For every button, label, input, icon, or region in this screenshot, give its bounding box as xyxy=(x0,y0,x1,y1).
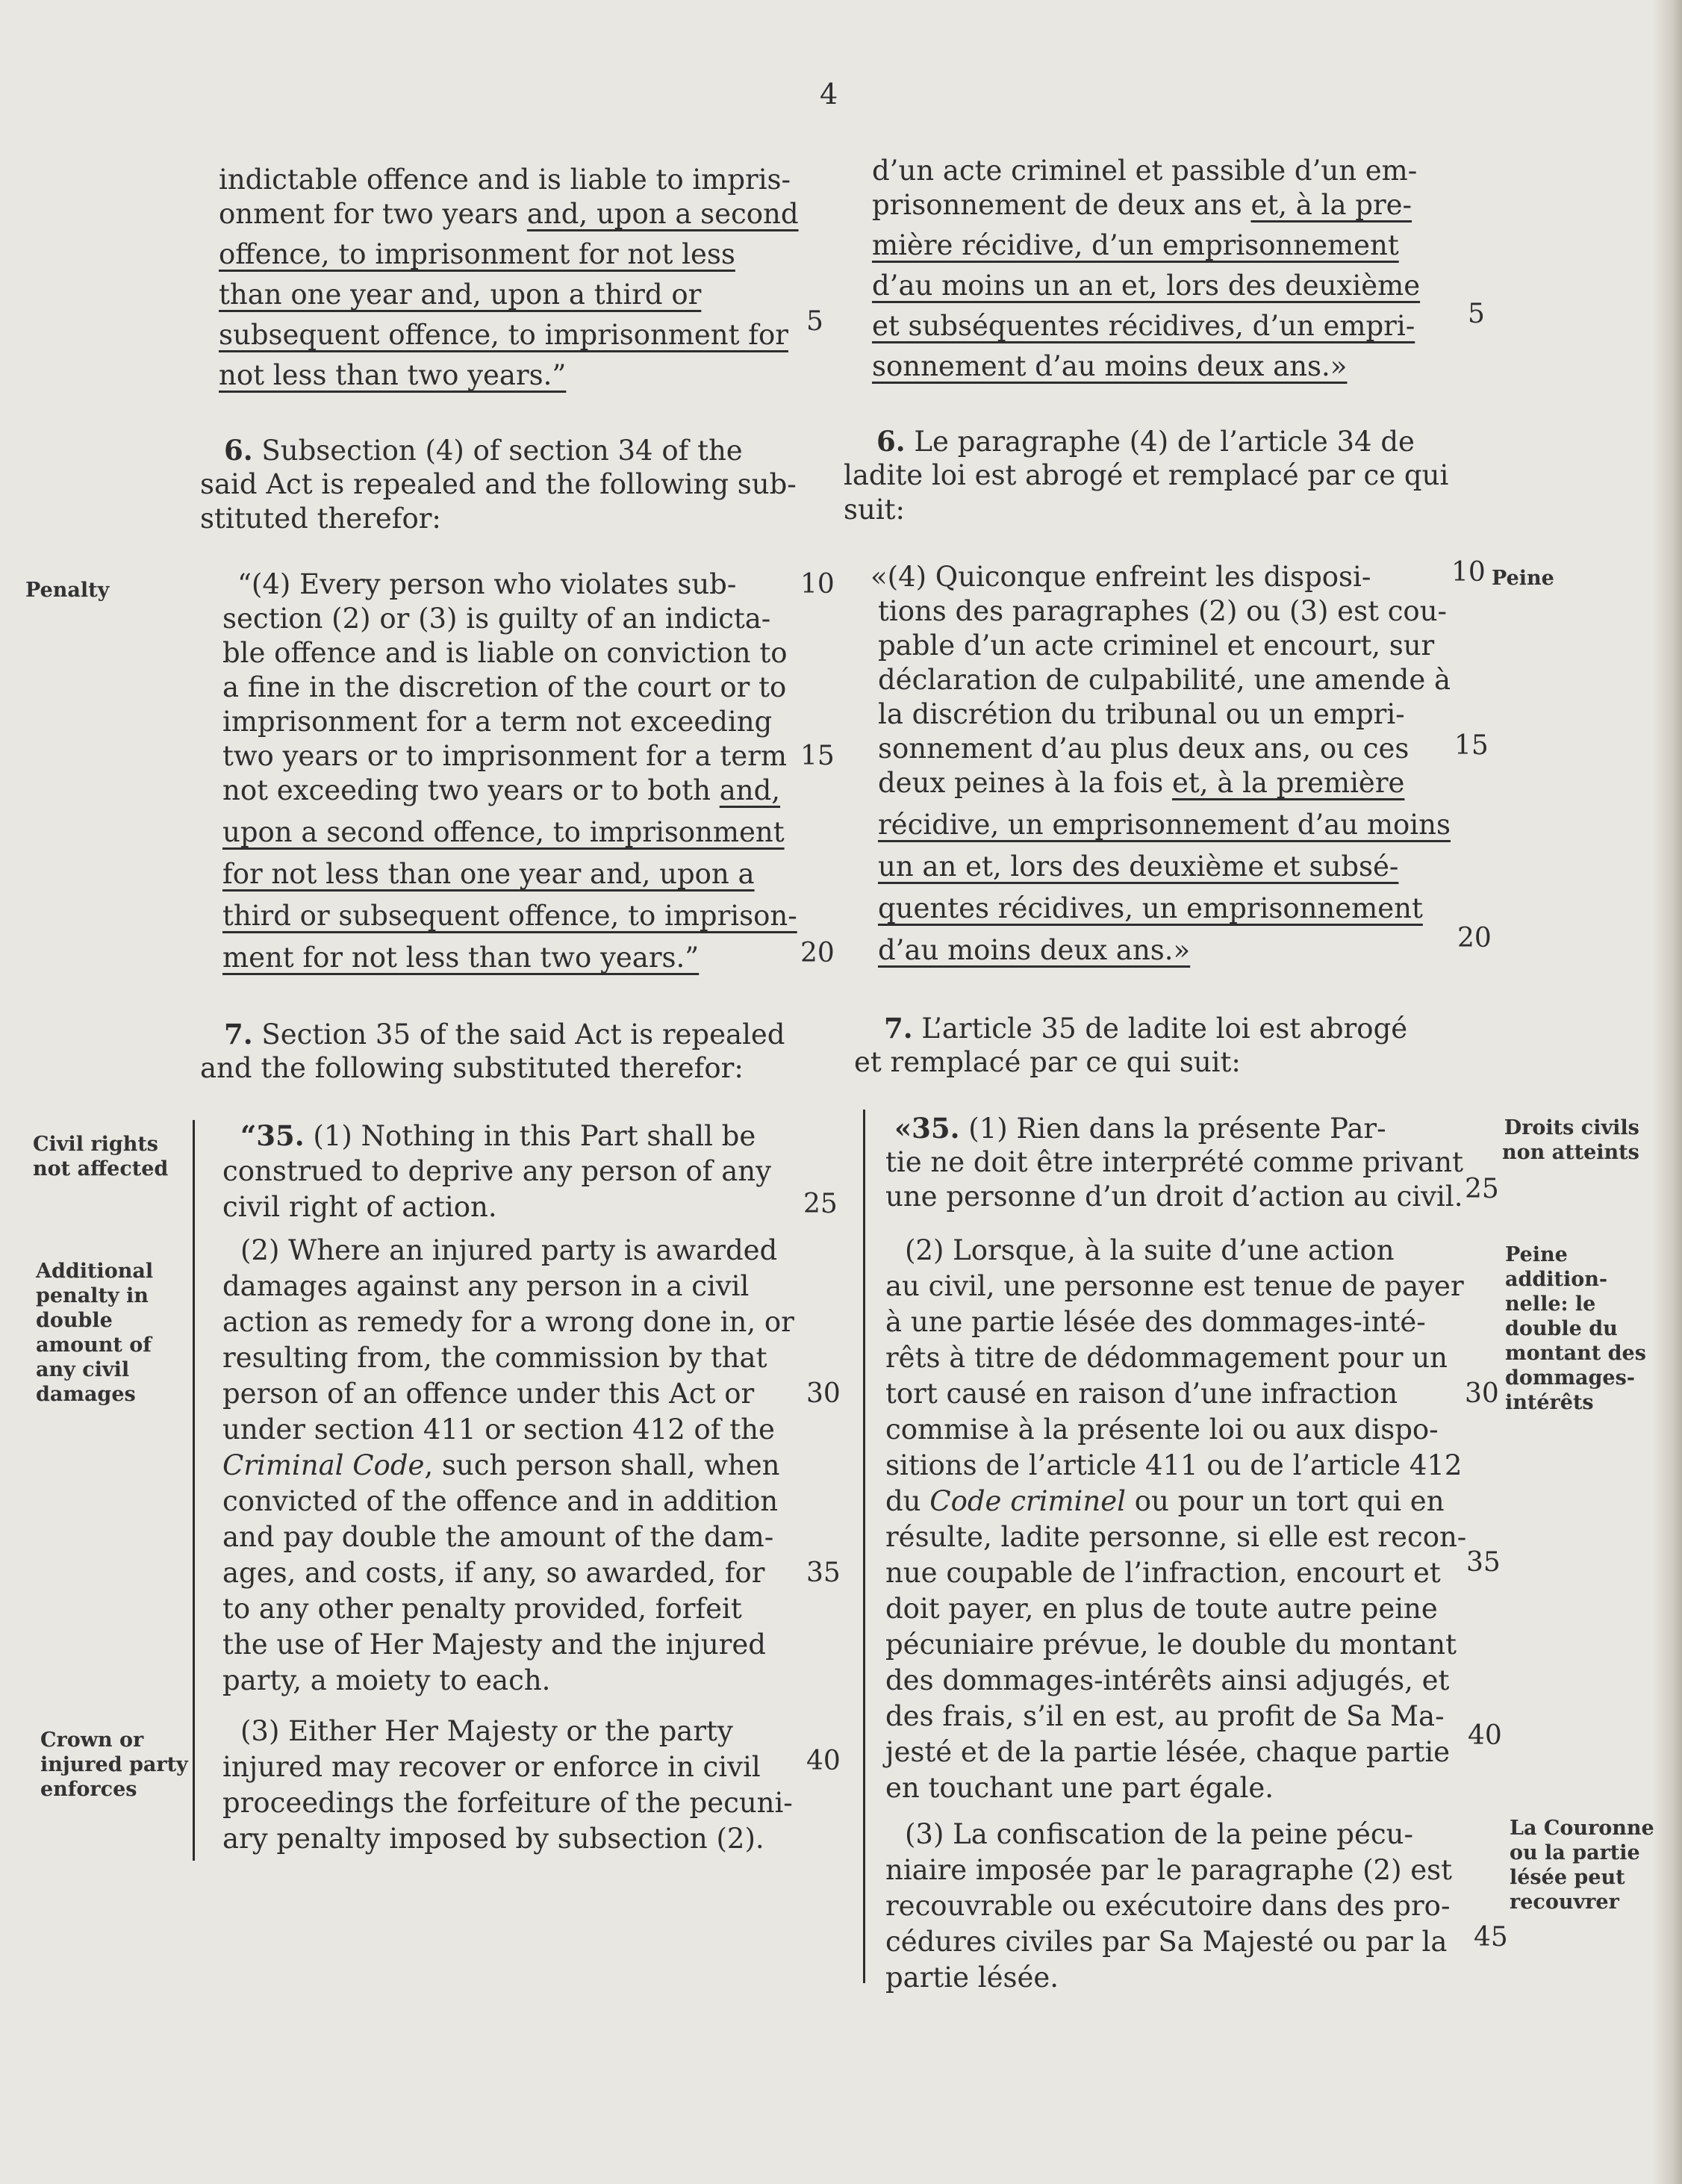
fr-text-line: du Code criminel ou pour un tort qui en xyxy=(885,1485,1445,1517)
en-text-line: indictable offence and is liable to impris- xyxy=(219,164,791,196)
line-number: 10 xyxy=(1451,557,1486,588)
en-amendment-text: third or subsequent offence, to imprison- xyxy=(222,900,797,932)
fr-text-line: des frais, s’il en est, au profit de Sa Ma- xyxy=(885,1700,1445,1732)
fr-section-6-heading: 6. Le paragraphe (4) de l’article 34 de xyxy=(876,425,1415,458)
en-text-line: onment for two years and, upon a second xyxy=(219,198,799,230)
fr-text-line: déclaration de culpabilité, une amende à xyxy=(878,664,1451,696)
line-number: 25 xyxy=(1465,1174,1499,1204)
en-text-line: two years or to imprisonment for a term xyxy=(222,740,787,772)
en-text-line: (3) Either Her Majesty or the party xyxy=(240,1715,733,1747)
en-text-line: party, a moiety to each. xyxy=(222,1664,551,1696)
fr-amendment-text: sonnement d’au moins deux ans.» xyxy=(872,350,1348,382)
en-text-line: not exceeding two years or to both and, xyxy=(222,774,781,806)
line-number: 30 xyxy=(806,1378,841,1409)
en-amendment-text: and, xyxy=(719,774,781,806)
margin-note-peine: Peine xyxy=(1492,567,1554,590)
fr-text-line: d’un acte criminel et passible d’un em- xyxy=(872,155,1418,187)
en-text-line: civil right of action. xyxy=(222,1191,497,1223)
en-amendment-text: not less than two years.” xyxy=(219,359,567,391)
en-section-7-heading: 7. Section 35 of the said Act is repealed xyxy=(224,1018,785,1051)
fr-text-line: pable d’un acte criminel et encourt, sur xyxy=(878,629,1435,662)
page-edge-shadow xyxy=(1652,0,1682,2184)
en-text-line: under section 411 or section 412 of the xyxy=(222,1413,775,1446)
fr-amendment-text: d’au moins deux ans.» xyxy=(878,934,1191,966)
line-number: 15 xyxy=(1454,730,1489,761)
fr-text-line: sonnement d’au plus deux ans, ou ces xyxy=(878,732,1410,765)
fr-text-line: recouvrable ou exécutoire dans des pro- xyxy=(885,1890,1451,1922)
en-section-rule xyxy=(193,1120,195,1861)
en-text-line: ages, and costs, if any, so awarded, for xyxy=(222,1557,765,1589)
fr-text-line: rêts à titre de dédommagement pour un xyxy=(885,1342,1448,1374)
fr-text-line: résulte, ladite personne, si elle est recon- xyxy=(885,1521,1467,1553)
fr-amendment-text: et, à la pre- xyxy=(1250,189,1412,221)
fr-text-line: ladite loi est abrogé et remplacé par ce qui xyxy=(844,459,1449,491)
fr-text-line: partie lésée. xyxy=(885,1961,1059,1994)
line-number: 40 xyxy=(806,1746,841,1776)
line-number: 45 xyxy=(1474,1922,1508,1953)
fr-text-line: des dommages-intérêts ainsi adjugés, et xyxy=(885,1664,1450,1696)
en-amendment-text: and, upon a second xyxy=(526,198,799,230)
margin-note-additional-penalty: Additional penalty in double amount of any civil damages xyxy=(36,1260,154,1406)
en-text-line: and the following substituted therefor: xyxy=(200,1052,744,1084)
line-number: 15 xyxy=(800,741,835,771)
line-number: 5 xyxy=(806,306,823,337)
en-text-line: and pay double the amount of the dam- xyxy=(222,1521,774,1553)
en-text-line: resulting from, the commission by that xyxy=(222,1342,767,1374)
en-text-line: section (2) or (3) is guilty of an indicta- xyxy=(222,603,771,635)
fr-text-line: niaire imposée par le paragraphe (2) est xyxy=(885,1854,1453,1886)
fr-text-line: (2) Lorsque, à la suite d’une action xyxy=(905,1234,1395,1266)
en-text-line: injured may recover or enforce in civil xyxy=(222,1751,761,1783)
fr-text-line: en touchant une part égale. xyxy=(885,1772,1274,1804)
en-text-line: convicted of the offence and in addition xyxy=(222,1485,779,1517)
en-text-line: a fine in the discretion of the court or to xyxy=(222,671,787,703)
line-number: 30 xyxy=(1465,1378,1499,1409)
line-number: 20 xyxy=(800,938,835,968)
en-text-line: action as remedy for a wrong done in, or xyxy=(222,1306,794,1338)
en-text-line: (2) Where an injured party is awarded xyxy=(240,1234,778,1266)
line-number: 25 xyxy=(803,1189,838,1219)
en-text-line: imprisonment for a term not exceeding xyxy=(222,706,773,738)
fr-text-line: au civil, une personne est tenue de payer xyxy=(885,1270,1464,1302)
en-text-line: ary penalty imposed by subsection (2). xyxy=(222,1823,764,1855)
fr-amendment-text: et, à la première xyxy=(1171,767,1405,799)
en-text-line: stituted therefor: xyxy=(200,503,441,535)
fr-text-line: nue coupable de l’infraction, encourt et xyxy=(885,1557,1441,1589)
fr-text-line: (3) La confiscation de la peine pécu- xyxy=(905,1818,1413,1850)
fr-section-rule xyxy=(863,1110,865,1983)
fr-text-line: «(4) Quiconque enfreint les disposi- xyxy=(870,561,1371,593)
fr-text-line: sitions de l’article 411 ou de l’article 412 xyxy=(885,1449,1463,1481)
fr-text-line: la discrétion du tribunal ou un empri- xyxy=(878,698,1405,730)
fr-text-line: prisonnement de deux ans et, à la pre- xyxy=(872,189,1412,221)
margin-note-civil-rights: Civil rights not affected xyxy=(33,1133,169,1180)
line-number: 5 xyxy=(1468,299,1485,329)
fr-text-line: cédures civiles par Sa Majesté ou par la xyxy=(885,1926,1448,1958)
fr-amendment-text: d’au moins un an et, lors des deuxième xyxy=(872,270,1421,302)
en-text-line: damages against any person in a civil xyxy=(222,1270,750,1302)
line-number: 20 xyxy=(1457,923,1492,953)
fr-text-line: suit: xyxy=(844,494,905,526)
en-amendment-text: offence, to imprisonment for not less xyxy=(219,238,735,270)
en-text-line: ble offence and is liable on conviction to xyxy=(222,637,788,669)
fr-amendment-text: et subséquentes récidives, d’un empri- xyxy=(872,310,1415,342)
fr-section-7-heading: 7. L’article 35 de ladite loi est abrogé xyxy=(884,1012,1408,1045)
en-amendment-text: than one year and, upon a third or xyxy=(219,279,702,311)
fr-text-line: tions des paragraphes (2) ou (3) est cou- xyxy=(878,595,1448,627)
fr-text-line: doit payer, en plus de toute autre peine xyxy=(885,1593,1438,1625)
en-section-6-heading: 6. Subsection (4) of section 34 of the xyxy=(224,434,743,467)
en-text-line: person of an offence under this Act or xyxy=(222,1378,755,1410)
en-text-line: “(4) Every person who violates sub- xyxy=(237,568,737,600)
fr-text-line: à une partie lésée des dommages-inté- xyxy=(885,1306,1426,1338)
en-text-line: the use of Her Majesty and the injured xyxy=(222,1628,766,1661)
page-number: 4 xyxy=(820,78,838,111)
fr-text-line: tie ne doit être interprété comme privant xyxy=(885,1146,1463,1178)
en-text-line: to any other penalty provided, forfeit xyxy=(222,1593,742,1625)
fr-text-line: commise à la présente loi ou aux dispo- xyxy=(885,1413,1439,1446)
margin-note-peine-additionnelle: Peine addition- nelle: le double du montant des dommages- intérêts xyxy=(1505,1243,1646,1414)
fr-text-line: deux peines à la fois et, à la première xyxy=(878,767,1405,799)
margin-note-penalty: Penalty xyxy=(25,579,110,602)
en-text-line: said Act is repealed and the following sub- xyxy=(200,468,797,500)
fr-amendment-text: quentes récidives, un emprisonnement xyxy=(878,892,1423,924)
line-number: 35 xyxy=(1466,1547,1501,1578)
en-section-35-heading: “35. (1) Nothing in this Part shall be xyxy=(240,1119,756,1152)
en-amendment-text: upon a second offence, to imprisonment xyxy=(222,816,785,848)
line-number: 35 xyxy=(806,1558,841,1588)
en-text-line: proceedings the forfeiture of the pecuni- xyxy=(222,1787,793,1819)
en-amendment-text: ment for not less than two years.” xyxy=(222,942,700,974)
fr-text-line: une personne d’un droit d’action au civil. xyxy=(885,1180,1463,1213)
fr-amendment-text: récidive, un emprisonnement d’au moins xyxy=(878,809,1451,841)
line-number: 40 xyxy=(1468,1720,1502,1751)
fr-section-35-heading: «35. (1) Rien dans la présente Par- xyxy=(894,1112,1386,1145)
en-amendment-text: subsequent offence, to imprisonment for xyxy=(219,319,788,351)
fr-text-line: et remplacé par ce qui suit: xyxy=(854,1046,1241,1078)
fr-text-line: jesté et de la partie lésée, chaque partie xyxy=(885,1736,1451,1768)
fr-text-line: tort causé en raison d’une infraction xyxy=(885,1378,1398,1410)
fr-text-line: pécuniaire prévue, le double du montant xyxy=(885,1628,1457,1661)
margin-note-droits-civils: Droits civils non atteints xyxy=(1502,1116,1639,1164)
en-amendment-text: for not less than one year and, upon a xyxy=(222,858,755,890)
margin-note-la-couronne: La Couronne ou la partie lésée peut recouvrer xyxy=(1510,1817,1654,1914)
fr-amendment-text: un an et, lors des deuxième et subsé- xyxy=(878,850,1399,883)
margin-note-crown-enforces: Crown or injured party enforces xyxy=(40,1729,188,1801)
en-text-line: Criminal Code, such person shall, when xyxy=(222,1449,780,1481)
en-text-line: construed to deprive any person of any xyxy=(222,1155,771,1187)
fr-amendment-text: mière récidive, d’un emprisonnement xyxy=(872,229,1399,261)
line-number: 10 xyxy=(800,569,835,600)
